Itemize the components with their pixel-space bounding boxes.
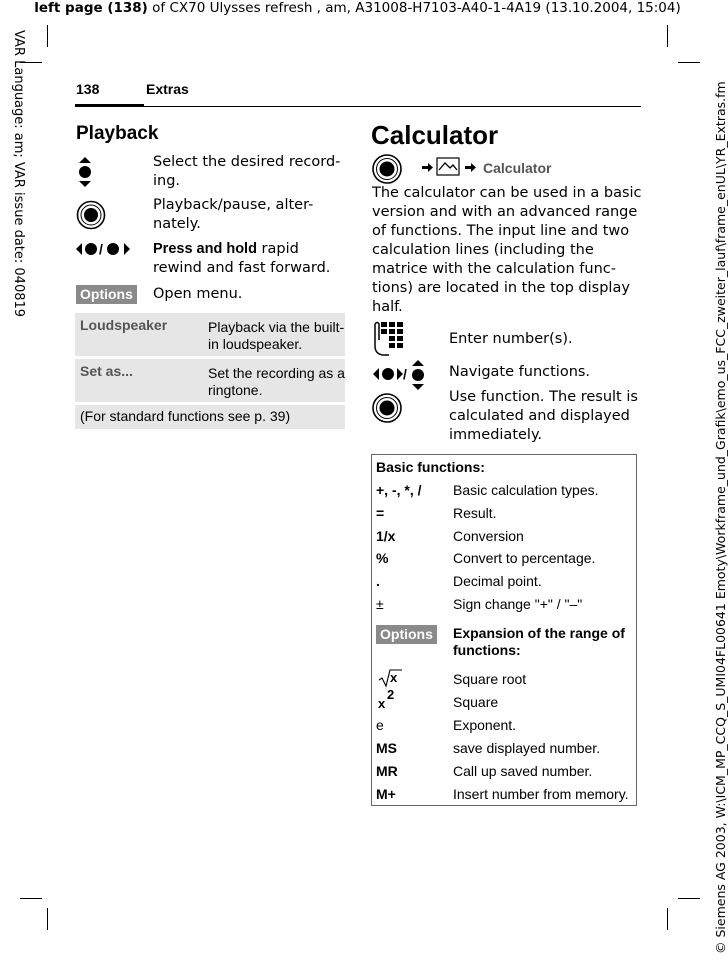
- fn-desc: save displayed number.: [453, 740, 601, 756]
- keypad-hand-icon: [371, 320, 405, 358]
- calc-options-softkey[interactable]: Options: [376, 624, 437, 644]
- side-copyright-path: © Siemens AG 2003, W:\ICM_MP_CCQ_S_UMI04FL00641 Emoty\Workframe_und_Grafik\emo_us_FCC_zweiter_lauf\frame_enUL\YR_Extras.fm: [713, 81, 728, 954]
- menu-path-calculator: Calculator: [483, 160, 552, 176]
- menu-path-arrow-icon: [420, 156, 482, 178]
- playback-row-select: Select the desired record- ing.: [153, 154, 341, 189]
- center-key-icon: [371, 392, 403, 424]
- fn-desc: Call up saved number.: [453, 763, 593, 779]
- fn-key: =: [376, 505, 385, 521]
- fn-key: 1/x: [376, 528, 396, 544]
- use-function-text: Use function. The result is calculated and displayed immediately.: [449, 389, 638, 443]
- fn-desc: Basic calculation types.: [453, 482, 599, 498]
- playback-heading: Playback: [76, 123, 159, 144]
- playback-options-text: Open menu.: [153, 286, 243, 302]
- keypad-text: Enter number(s).: [449, 331, 573, 347]
- fn-key: .: [376, 573, 380, 589]
- side-language-note: VAR Language: am; VAR issue date: 040819: [11, 30, 26, 318]
- calculator-functions-box: [371, 454, 637, 806]
- crop-mark: [667, 908, 668, 930]
- fn-desc: Result.: [453, 505, 497, 521]
- expansion-text: Expansion of the range of functions:: [453, 625, 625, 658]
- slug-page: left page (138): [34, 0, 148, 16]
- menu-row-set-as: Set as... Set the recording as a ringtone.: [75, 359, 345, 402]
- fn-desc: Exponent.: [453, 717, 517, 733]
- playback-options-softkey[interactable]: Options: [76, 284, 137, 304]
- fn-key: e: [376, 717, 384, 733]
- fn-desc: Square root: [453, 671, 527, 687]
- playback-row-pause: Playback/pause, alter- nately.: [153, 197, 314, 232]
- print-slug: [0, 0, 715, 16]
- crop-mark: [667, 25, 668, 47]
- nav-key-all-directions-icon: [372, 359, 430, 391]
- fn-desc: Conversion: [453, 528, 524, 544]
- center-key-icon: [371, 153, 403, 185]
- svg-text:/: /: [99, 241, 103, 257]
- fn-key: M+: [376, 786, 396, 802]
- header-rule: [75, 106, 641, 107]
- fn-key: ±: [376, 596, 384, 612]
- crop-mark: [678, 62, 700, 63]
- navigate-text: Navigate functions.: [449, 364, 591, 380]
- fn-key: MR: [376, 763, 398, 779]
- menu-note-row: (For standard functions see p. 39): [75, 405, 345, 429]
- svg-text:/: /: [403, 366, 407, 382]
- fn-key: +, -, *, /: [376, 482, 422, 498]
- fn-key: %: [376, 550, 389, 566]
- square-root-symbol: x: [378, 668, 402, 688]
- calculator-intro: The calculator can be used in a basic version and with an advanced range of functions. The input line and two calculation lines (including the matrice with the calculation func- tions) are located in the top display half.: [372, 185, 642, 315]
- calculator-heading: Calculator: [371, 120, 499, 150]
- nav-left-right-key-icon: [75, 240, 131, 258]
- menu-row-loudspeaker: Loudspeaker Playback via the built- in loudspeaker.: [75, 313, 345, 356]
- fn-desc: Decimal point.: [453, 573, 542, 589]
- page-number: 138: [76, 81, 100, 97]
- center-key-icon: [76, 200, 106, 230]
- fn-desc: Convert to percentage.: [453, 550, 596, 566]
- crop-mark: [47, 25, 48, 47]
- fn-key: MS: [376, 740, 397, 756]
- fn-desc: Insert number from memory.: [453, 786, 629, 802]
- section-title: Extras: [146, 81, 189, 97]
- fn-desc: Sign change "+" / "–": [453, 596, 583, 612]
- playback-row-rewind: Press and hold rapid rewind and fast forward.: [153, 241, 331, 276]
- slug-details: of CX70 Ulysses refresh , am, A31008-H7103-A40-1-4A19 (13.10.2004, 15:04): [147, 0, 681, 16]
- basic-functions-title: Basic functions:: [376, 459, 485, 475]
- crop-mark: [47, 908, 48, 930]
- crop-mark: [20, 898, 42, 899]
- fn-desc: Square: [453, 694, 499, 710]
- nav-up-down-key-icon: [76, 156, 94, 188]
- square-symbol: x 2: [378, 687, 395, 711]
- crop-mark: [678, 898, 700, 899]
